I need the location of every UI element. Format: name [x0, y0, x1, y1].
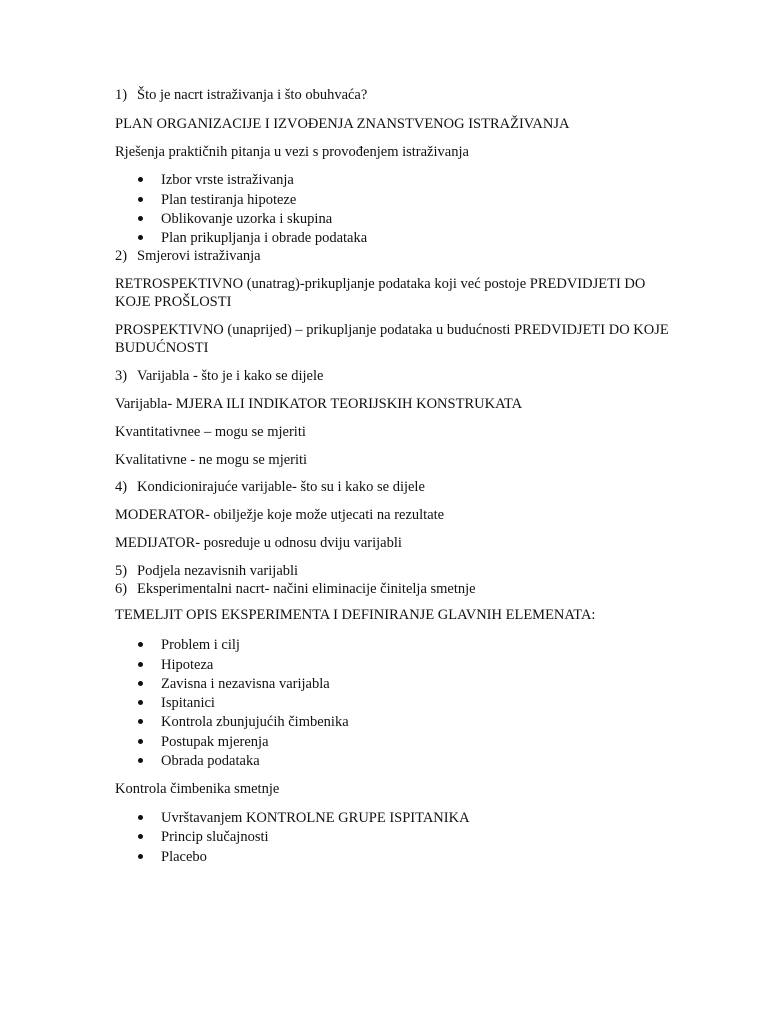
document-page: 1) Što je nacrt istraživanja i što obuhvaća? PLAN ORGANIZACIJE I IZVOĐENJA ZNANSTVENOG ISTRAŽIVANJA Rješenja praktičnih pitanja u vezi s provođenjem istraživanja Izbor vrste istraživanja Plan testiranja hipoteze Oblikovanje uzorka i skupina Plan prikupljanja i obrade podataka 2) Smjerovi istraživanja RETROSPEKTIVNO (unatrag)-prikupljanje podataka koji već postoje PREDVIDJETI DO KOJE PROŠLOSTI PROSPEKTIVNO (unaprijed) – prikupljanje podataka u budućnosti PREDVIDJETI DO KOJE BUDUĆNOSTI 3) Varijabla - što je i kako se dijele Varijabla- MJERA ILI INDIKATOR TEORIJSKIH KONSTRUKATA Kvantitativnee – mogu se mjeriti Kvalitativne - ne mogu se mjeriti 4) Kondicionirajuće varijable- što su i kako se dijele MODERATOR- obilježje koje može utjecati na rezultate MEDIJATOR- posreduje u odnosu dviju varijabli 5) Podjela nezavisnih varijabli 6) Eksperimentalni nacrt- načini eliminacije činitelja smetnje TEMELJIT OPIS EKSPERIMENTA I DEFINIRANJE GLAVNIH ELEMENATA: Problem i cilj Hipoteza Zavisna i nezavisna varijabla Ispitanici Kontrola zbunjujućih čimbenika Postupak mjerenja Obrada podataka Kontrola čimbenika smetnje Uvrštavanjem KONTROLNE GRUPE ISPITANIKA Princip slučajnosti Placebo: [0, 0, 768, 1024]
question-text: Podjela nezavisnih varijabli: [137, 563, 299, 579]
varijabla-definition: Varijabla- MJERA ILI INDIKATOR TEORIJSKIH KONSTRUKATA: [115, 396, 523, 412]
bullet-icon: [138, 216, 143, 221]
bullet-icon: [138, 719, 143, 724]
bullet-icon: [138, 700, 143, 705]
prospektivno-paragraph: PROSPEKTIVNO (unaprijed) – prikupljanje podataka u budućnosti PREDVIDJETI DO KOJE BUDUĆNOSTI: [115, 322, 669, 356]
kontrola-heading: Kontrola čimbenika smetnje: [115, 781, 280, 797]
question-number: 4): [115, 479, 128, 495]
bullet-icon: [138, 815, 143, 820]
question-5: [115, 562, 298, 580]
bullet-icon: [138, 642, 143, 647]
question-number: 5): [115, 563, 128, 579]
moderator-line: MODERATOR- obilježje koje može utjecati na rezultate: [115, 507, 445, 523]
question-2: [115, 247, 261, 265]
plan-subheading: Rješenja praktičnih pitanja u vezi s provođenjem istraživanja: [115, 144, 469, 160]
question-text: Smjerovi istraživanja: [137, 248, 261, 264]
temeljit-heading: TEMELJIT OPIS EKSPERIMENTA I DEFINIRANJE GLAVNIH ELEMENATA:: [115, 607, 596, 623]
question-1: [115, 86, 367, 104]
question-3: [115, 367, 323, 385]
bullet-icon: [138, 739, 143, 744]
question-number: 3): [115, 368, 128, 384]
medijator-line: MEDIJATOR- posreduje u odnosu dviju varijabli: [115, 535, 402, 551]
kvalitativne-line: Kvalitativne - ne mogu se mjeriti: [115, 452, 308, 468]
kvantitativne-line: Kvantitativnee – mogu se mjeriti: [115, 424, 306, 440]
retrospektivno-paragraph: RETROSPEKTIVNO (unatrag)-prikupljanje podataka koji već postoje PREDVIDJETI DO KOJE PROŠLOSTI: [115, 276, 646, 310]
question-number: 6): [115, 581, 128, 597]
bullet-icon: [138, 834, 143, 839]
question-6: [115, 580, 476, 598]
bullet-icon: [138, 197, 143, 202]
bullet-icon: [138, 681, 143, 686]
plan-heading: PLAN ORGANIZACIJE I IZVOĐENJA ZNANSTVENOG ISTRAŽIVANJA: [115, 116, 570, 132]
question-number: 1): [115, 87, 128, 103]
question-text: Što je nacrt istraživanja i što obuhvaća?: [137, 87, 368, 103]
question-4: [115, 478, 425, 496]
bullet-icon: [138, 177, 143, 182]
bullet-icon: [138, 758, 143, 763]
question-text: Kondicionirajuće varijable- što su i kako se dijele: [137, 479, 425, 495]
bullet-icon: [138, 235, 143, 240]
question-number: 2): [115, 248, 128, 264]
question-text: Eksperimentalni nacrt- načini eliminacije činitelja smetnje: [137, 581, 476, 597]
bullet-icon: [138, 854, 143, 859]
bullet-icon: [138, 662, 143, 667]
question-text: Varijabla - što je i kako se dijele: [137, 368, 324, 384]
